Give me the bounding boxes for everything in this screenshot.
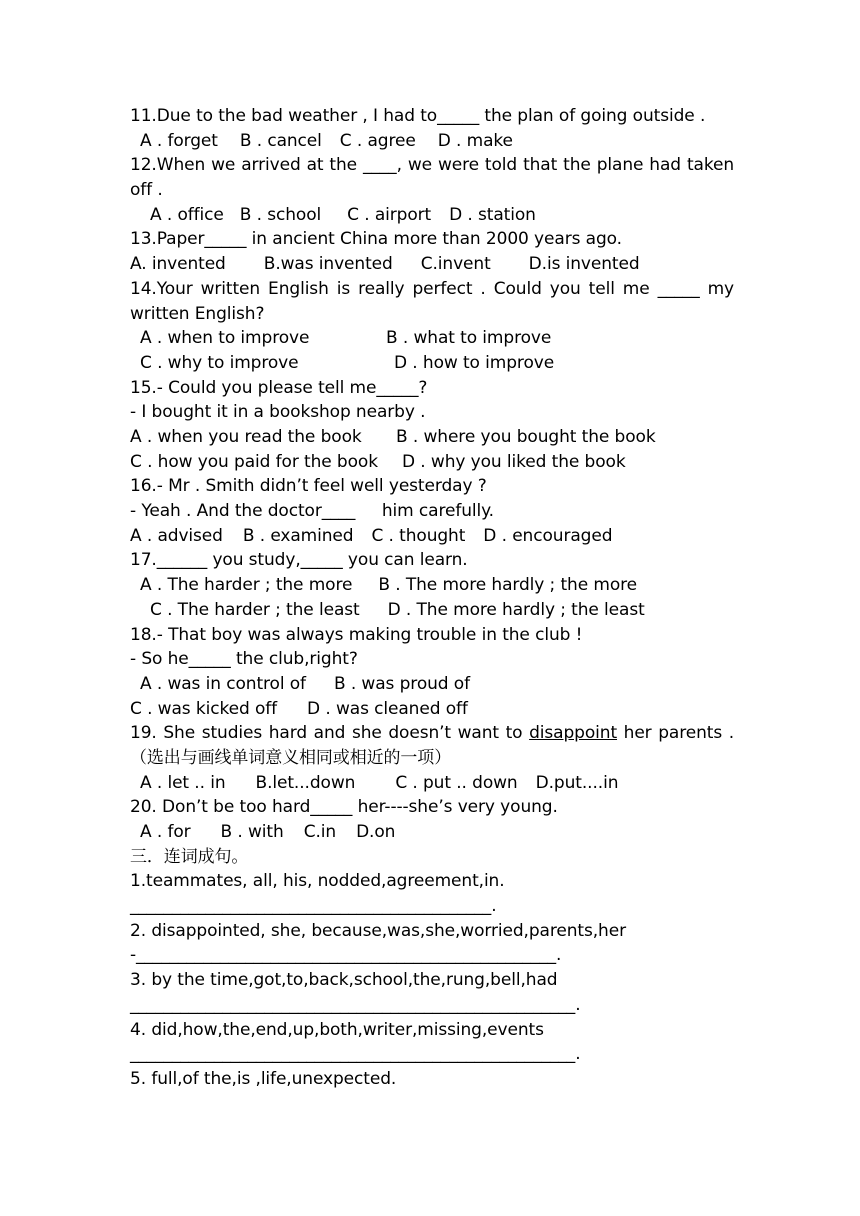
question-18-stem: 18.- That boy was always making trouble in the club ! xyxy=(130,624,583,645)
question-12-stem: 12.When we arrived at the ____, we were told that the plane had taken off . xyxy=(130,155,734,201)
option-c: C . agree xyxy=(339,130,416,151)
question-20-options xyxy=(130,820,734,845)
option-a: A . let .. in xyxy=(140,772,226,793)
option-c: C . how you paid for the book xyxy=(130,451,378,472)
option-c: C.invent xyxy=(420,254,491,275)
option-c: C.in xyxy=(303,822,337,843)
option-c: C . was kicked off xyxy=(130,698,278,719)
sentence-item-4-answer-line: _____________________________________________________. xyxy=(130,1044,581,1065)
question-16-options xyxy=(130,524,734,549)
sentence-item-3-prompt: 3. by the time,got,to,back,school,the,rung,bell,had xyxy=(130,970,558,991)
option-d: D.on xyxy=(356,822,396,843)
option-d: D . The more hardly ; the least xyxy=(387,599,645,620)
question-15-options-row2 xyxy=(130,450,734,475)
option-c: C . The harder ; the least xyxy=(150,599,360,620)
sentence-item-2-prompt: 2. disappointed, she, because,was,she,worried,parents,her xyxy=(130,920,626,941)
question-15-options-row1 xyxy=(130,425,734,450)
option-a: A . forget xyxy=(140,130,218,151)
option-b: B . with xyxy=(220,822,284,843)
worksheet-page xyxy=(130,104,734,1092)
question-18-options-row1 xyxy=(130,672,734,697)
option-a: A . for xyxy=(140,822,191,843)
question-18-reply: - So he_____ the club,right? xyxy=(130,649,358,670)
question-18-options-row2 xyxy=(130,697,734,722)
option-b: B . cancel xyxy=(239,130,322,151)
option-b: B . was proud of xyxy=(333,673,470,694)
question-17-options-row1 xyxy=(130,573,734,598)
option-b: B . what to improve xyxy=(386,328,552,349)
option-c: C . why to improve xyxy=(140,352,299,373)
question-14-stem: 14.Your written English is really perfect . Could you tell me _____ my written English? xyxy=(130,278,734,324)
option-b: B . where you bought the book xyxy=(396,427,656,447)
sentence-item-4-prompt: 4. did,how,the,end,up,both,writer,missing,events xyxy=(130,1019,544,1040)
question-17-options-row2 xyxy=(130,598,734,623)
sentence-item-3-answer-line: _____________________________________________________. xyxy=(130,994,581,1015)
sentence-item-1-prompt: 1.teammates, all, his, nodded,agreement,in. xyxy=(130,871,505,892)
option-d: D . station xyxy=(449,204,536,225)
option-c: C . thought xyxy=(371,525,466,546)
question-14-options-row2 xyxy=(130,351,734,376)
option-b: B . school xyxy=(239,204,322,225)
option-d: D . was cleaned off xyxy=(307,698,468,719)
option-a: A . when you read the book xyxy=(130,427,362,447)
sentence-item-2-answer-line: -__________________________________________________. xyxy=(130,945,562,966)
option-a: A . The harder ; the more xyxy=(140,575,353,596)
section-heading: 三．连词成句。 xyxy=(130,846,249,867)
question-13-stem: 13.Paper_____ in ancient China more than 2000 years ago. xyxy=(130,229,622,250)
question-15-stem: 15.- Could you please tell me_____? xyxy=(130,377,428,398)
option-d: D.is invented xyxy=(528,254,640,275)
underlined-word: disappoint xyxy=(529,723,618,744)
question-20-stem: 20. Don’t be too hard_____ her----she’s very young. xyxy=(130,797,558,818)
option-d: D . how to improve xyxy=(394,352,555,373)
question-11-stem: 11.Due to the bad weather , I had to_____ the plan of going outside . xyxy=(130,106,706,126)
option-b: B.let...down xyxy=(255,772,356,793)
option-c: C . put .. down xyxy=(395,772,518,793)
option-d: D . make xyxy=(437,130,513,151)
option-d: D . why you liked the book xyxy=(402,451,626,472)
option-d: D.put....in xyxy=(535,772,619,793)
question-14-options-row1 xyxy=(130,326,734,351)
option-a: A . when to improve xyxy=(140,328,310,349)
question-15-reply: - I bought it in a bookshop nearby . xyxy=(130,402,426,423)
option-a: A . office xyxy=(150,204,224,225)
question-19-stem: 19. She studies hard and she doesn’t want to disappoint her parents .（选出与画线单词意义相同或相近的一项） xyxy=(130,723,734,768)
question-11-options xyxy=(130,129,734,154)
option-b: B . The more hardly ; the more xyxy=(378,575,638,596)
question-12-options xyxy=(130,203,734,228)
question-17-stem: 17.______ you study,_____ you can learn. xyxy=(130,550,468,571)
option-d: D . encouraged xyxy=(483,525,613,546)
question-16-stem: 16.- Mr . Smith didn’t feel well yesterday ? xyxy=(130,476,487,497)
option-a: A . advised xyxy=(130,525,223,546)
sentence-item-1-answer-line: ___________________________________________. xyxy=(130,896,497,917)
question-13-options xyxy=(130,252,734,277)
sentence-item-5-prompt: 5. full,of the,is ,life,unexpected. xyxy=(130,1068,397,1089)
option-c: C . airport xyxy=(347,204,432,225)
question-16-reply: - Yeah . And the doctor____ him carefully. xyxy=(130,501,494,522)
option-b: B . examined xyxy=(242,525,354,546)
option-a: A. invented xyxy=(130,254,226,275)
question-19-options xyxy=(130,771,734,796)
option-b: B.was invented xyxy=(263,254,393,275)
option-a: A . was in control of xyxy=(140,673,306,694)
